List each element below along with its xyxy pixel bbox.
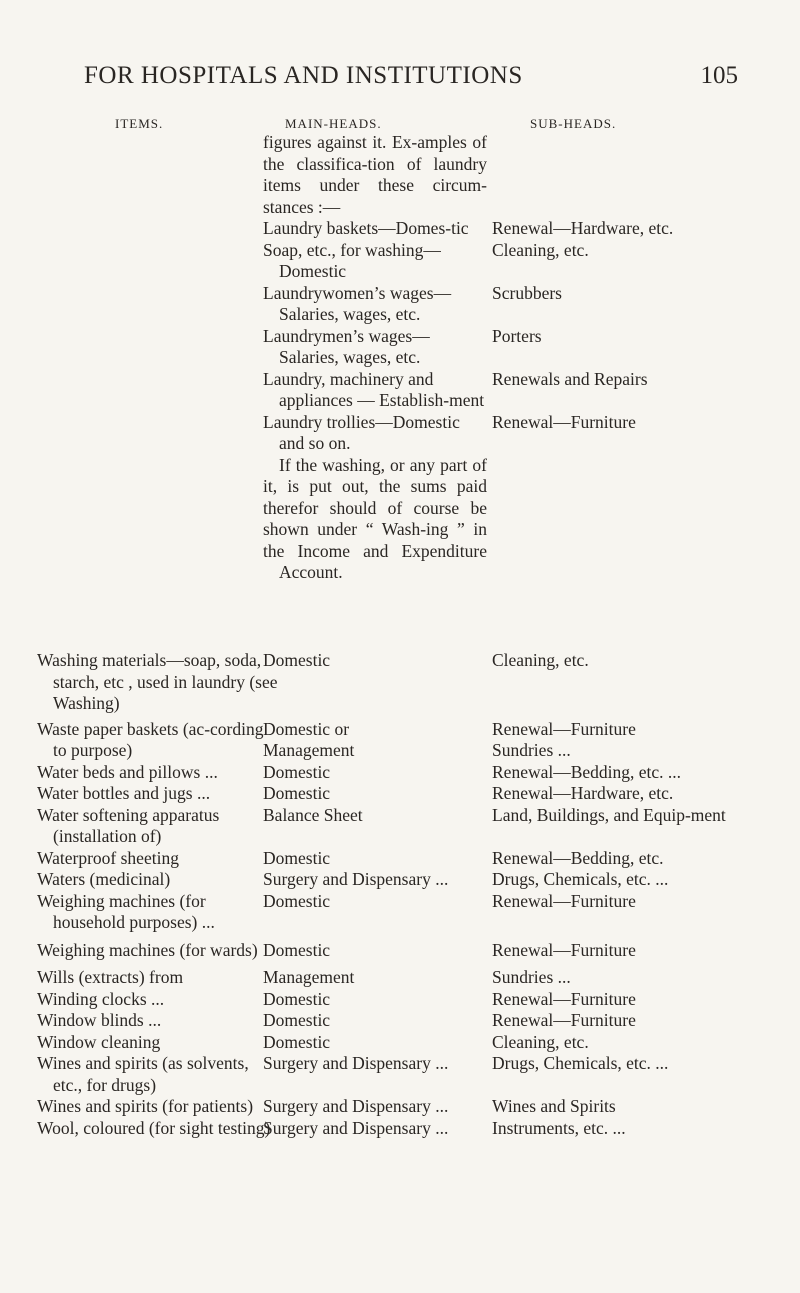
sub-head-cell: Renewal—Furniture — [492, 988, 636, 1009]
table-row — [37, 989, 777, 1011]
laundry-example-row — [263, 282, 562, 326]
sub-head-cell: Cleaning, etc. — [492, 650, 589, 670]
table-row — [37, 783, 777, 805]
laundry-example-main: Laundry baskets—Domes-tic — [263, 218, 469, 238]
column-heading-sub-heads: SUB-HEADS. — [530, 116, 617, 131]
laundry-outsourcing-paragraph: If the washing, or any part of it, is put out, the sums paid therefor should of course be shown under “ Wash-ing ” in the Income and Expenditure — [263, 454, 487, 561]
item-cell: Water bottles and jugs ... — [37, 783, 211, 803]
sub-head-cell: Sundries ... — [492, 740, 571, 760]
laundry-example-sub: Renewals and Repairs — [492, 368, 648, 389]
table-row — [37, 869, 777, 891]
main-head-cell: Management — [263, 967, 355, 987]
main-head-cell: Surgery and Dispensary ... — [263, 1117, 449, 1138]
main-head-cell: Surgery and Dispensary ... — [263, 869, 449, 889]
main-head-cell: Domestic — [263, 761, 331, 782]
main-head-cell: Domestic — [263, 847, 331, 868]
table-row — [37, 891, 777, 934]
sub-head-cell: Renewal—Bedding, etc. ... — [492, 761, 682, 782]
main-head-cell: Domestic — [263, 890, 331, 911]
table-row — [37, 1118, 777, 1140]
sub-head-cell: Drugs, Chemicals, etc. ... — [492, 869, 669, 889]
sub-head-cell: Renewal—Bedding, etc. — [492, 847, 664, 868]
item-cell: Wines and spirits (as solvents, etc., for drugs) — [37, 1053, 249, 1095]
main-head-cell: Domestic — [263, 1031, 331, 1052]
page-number: 105 — [700, 62, 738, 89]
table-row — [37, 1053, 777, 1096]
item-cell: Wool, coloured (for sight testing) — [37, 1117, 271, 1138]
laundry-example-row — [263, 218, 674, 240]
sub-head-cell: Renewal—Furniture — [492, 1010, 636, 1030]
item-cell: Window cleaning — [37, 1031, 161, 1052]
table-row — [37, 1010, 777, 1032]
item-cell: Window blinds ... — [37, 1010, 162, 1030]
item-cell: Winding clocks ... — [37, 988, 165, 1009]
item-cell: Wills (extracts) from — [37, 967, 184, 987]
sub-head-cell: Wines and Spirits — [492, 1096, 616, 1116]
sub-head-cell: Instruments, etc. ... — [492, 1117, 626, 1138]
table-row — [37, 805, 777, 848]
sub-head-cell: Renewal—Furniture — [492, 939, 636, 960]
table-row — [37, 848, 777, 870]
laundry-example-row — [263, 411, 636, 455]
laundry-example-sub: Scrubbers — [492, 282, 562, 303]
laundry-example-row — [263, 368, 648, 412]
laundry-outsourcing-paragraph-end: Account. — [279, 562, 343, 582]
main-head-cell: Domestic — [263, 1010, 331, 1030]
classification-table — [37, 650, 777, 1139]
main-head-cell: Balance Sheet — [263, 804, 363, 825]
item-cell: Weighing machines (for household purposes) ... — [37, 890, 215, 932]
item-cell: Water beds and pillows ... — [37, 761, 218, 782]
item-cell: Waterproof sheeting — [37, 847, 179, 868]
page-header — [0, 62, 800, 102]
running-title: FOR HOSPITALS AND INSTITUTIONS — [84, 62, 523, 89]
table-row — [37, 1032, 777, 1054]
sub-head-cell: Cleaning, etc. — [492, 1031, 589, 1052]
table-row — [37, 967, 777, 989]
column-heading-items: ITEMS. — [115, 116, 164, 131]
laundry-example-main: Laundry, machinery and appliances — Establish-ment — [263, 368, 485, 410]
laundry-example-sub: Cleaning, etc. — [492, 239, 589, 260]
item-cell: Weighing machines (for wards) — [37, 939, 258, 960]
column-heading-main-heads: MAIN-HEADS. — [285, 116, 382, 131]
item-cell: Wines and spirits (for patients) — [37, 1096, 254, 1116]
laundry-example-main: Laundrymen’s wages—Salaries, wages, etc. — [263, 325, 430, 367]
main-head-cell: Management — [263, 740, 355, 760]
main-head-cell: Surgery and Dispensary ... — [263, 1096, 449, 1116]
laundry-example-sub: Porters — [492, 325, 542, 346]
main-head-cell: Domestic — [263, 939, 331, 960]
table-row — [37, 1096, 777, 1118]
main-head-cell: Domestic — [263, 988, 331, 1009]
main-head-cell: Domestic — [263, 783, 331, 803]
main-head-cell: Surgery and Dispensary ... — [263, 1053, 449, 1073]
sub-head-cell: Land, Buildings, and Equip-ment — [492, 804, 726, 825]
item-cell — [37, 740, 279, 762]
main-head-cell: Domestic — [263, 650, 331, 670]
laundry-example-row — [263, 325, 542, 369]
table-row — [37, 762, 777, 784]
laundry-example-row — [263, 239, 589, 283]
laundry-example-main: Laundrywomen’s wages—Salaries, wages, etc. — [263, 282, 452, 324]
sub-head-cell: Renewal—Furniture — [492, 718, 636, 739]
laundry-intro-paragraph: figures against it. Ex-amples of the classifica-tion of laundry items under these circum-stances :— — [263, 132, 487, 217]
item-cell: Washing materials—soap, soda, starch, etc , used in laundry (see Washing) — [37, 650, 278, 713]
laundry-example-sub: Renewal—Furniture — [492, 411, 636, 432]
laundry-narrative — [263, 132, 674, 584]
sub-head-cell: Sundries ... — [492, 967, 571, 987]
item-cell: Waste paper baskets (ac-cording to purpose) — [37, 718, 264, 760]
laundry-example-sub: Renewal—Hardware, etc. — [492, 218, 674, 238]
item-cell: Water softening apparatus (installation of) — [37, 804, 220, 846]
laundry-example-main: Soap, etc., for washing—Domestic — [263, 239, 441, 281]
table-row — [37, 650, 777, 715]
table-row — [37, 740, 777, 762]
main-head-cell: Domestic or — [263, 718, 350, 739]
sub-head-cell: Drugs, Chemicals, etc. ... — [492, 1053, 669, 1073]
laundry-example-main: Laundry trollies—Domestic and so on. — [263, 411, 460, 453]
item-cell: Waters (medicinal) — [37, 869, 171, 889]
table-row — [37, 940, 777, 962]
sub-head-cell: Renewal—Hardware, etc. — [492, 783, 674, 803]
sub-head-cell: Renewal—Furniture — [492, 890, 636, 911]
